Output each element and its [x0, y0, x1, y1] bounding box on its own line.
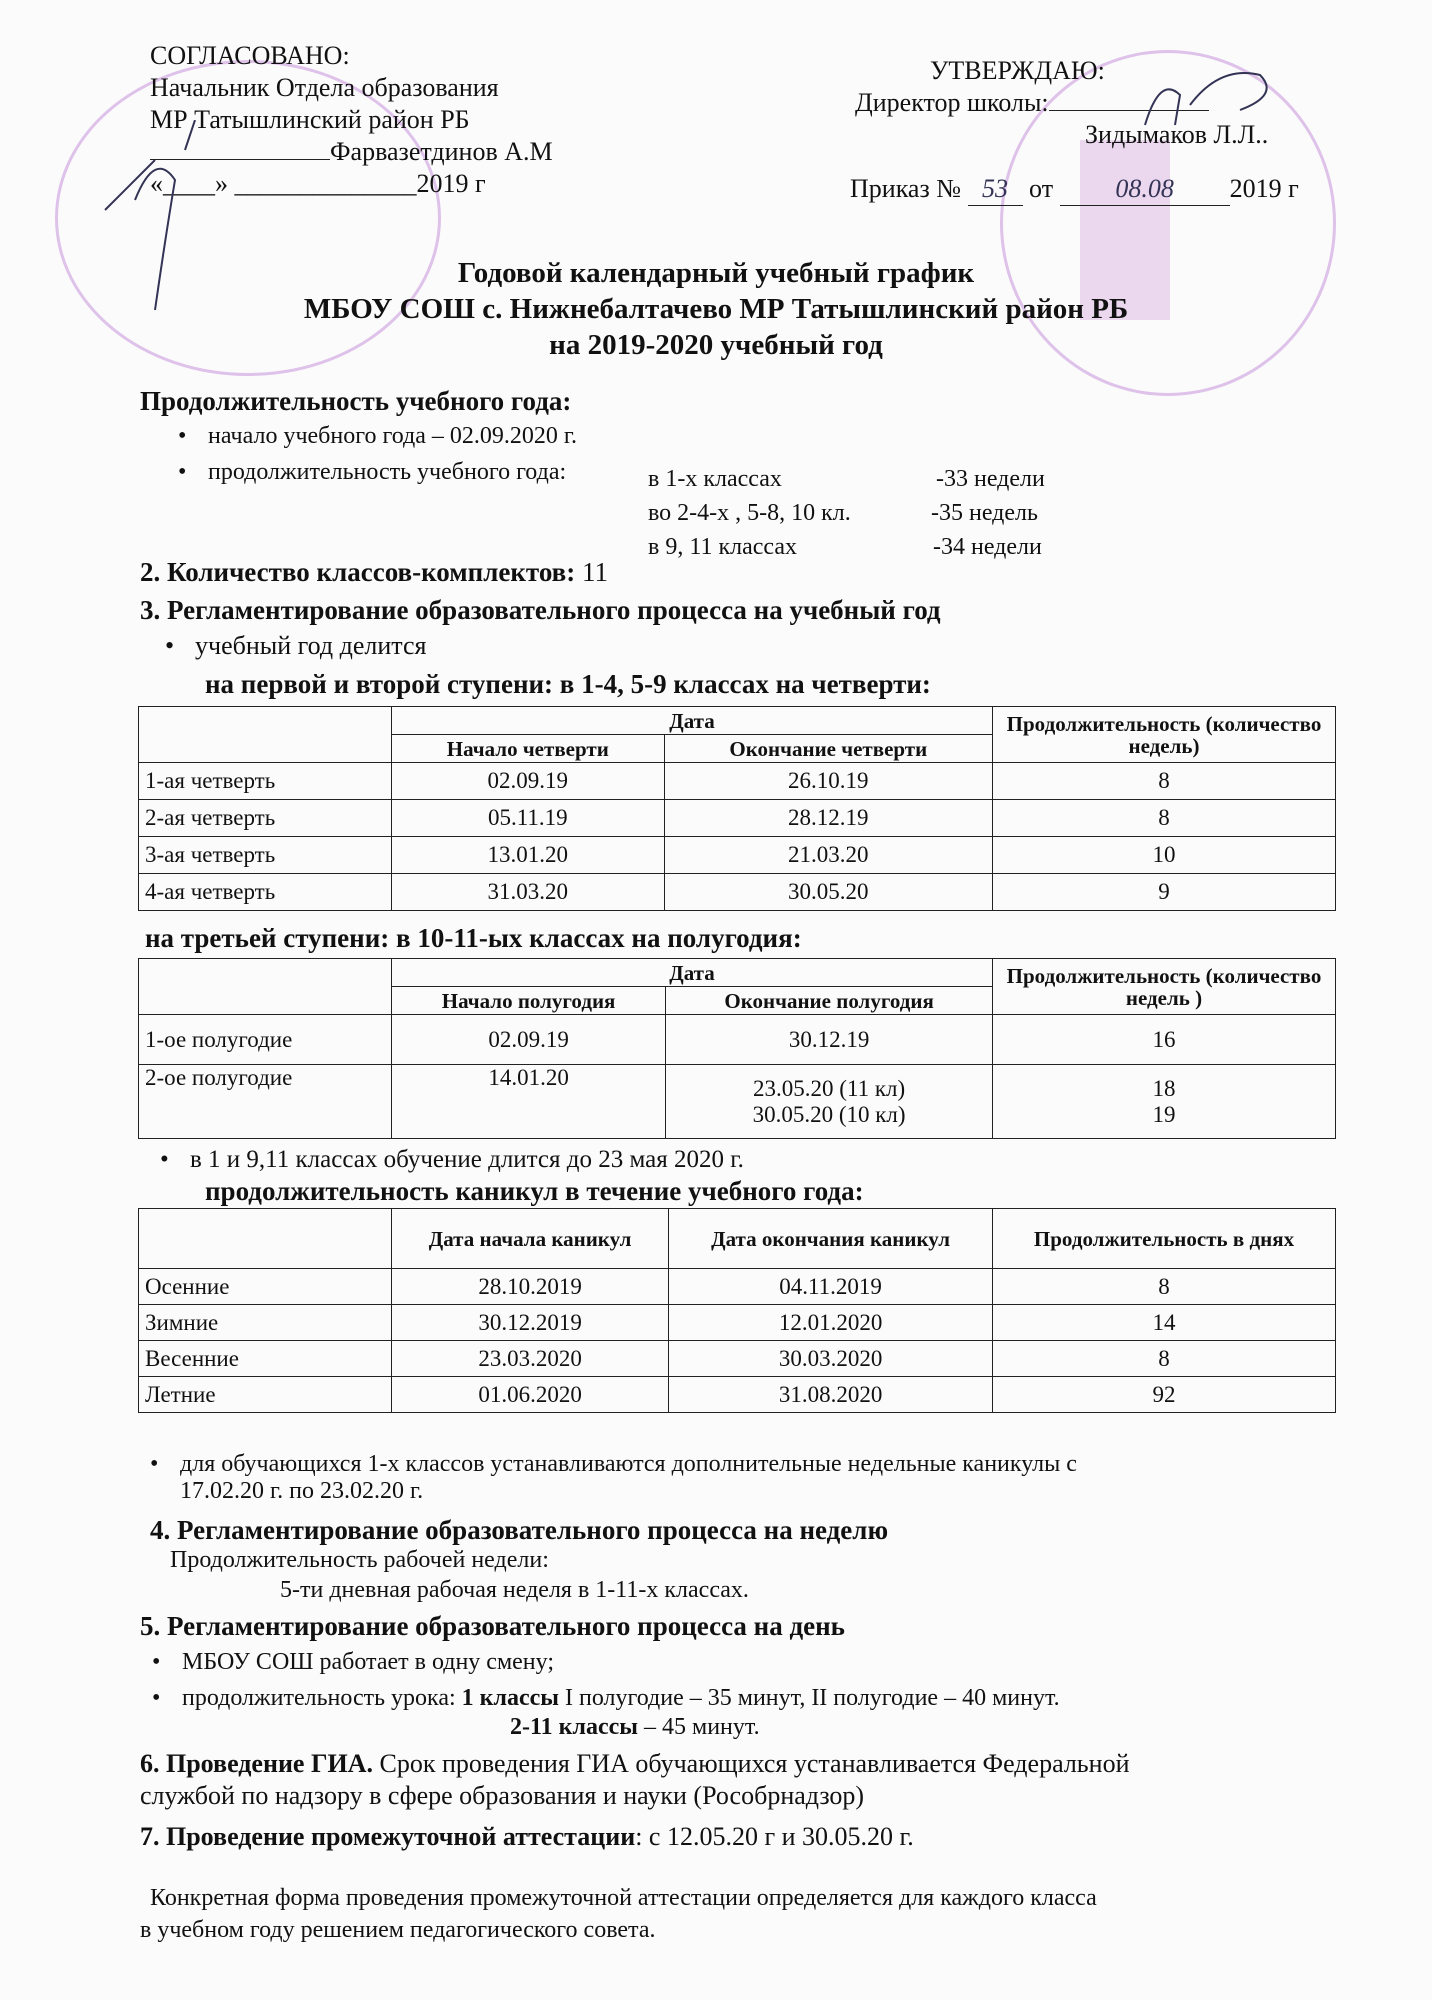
table-cell: 12.01.2020 — [669, 1305, 993, 1341]
table-cell: 10 — [993, 837, 1336, 874]
table-cell: 02.09.19 — [392, 1015, 666, 1065]
order-from: от — [1029, 174, 1054, 203]
table-cell: 1-ое полугодие — [139, 1015, 392, 1065]
holidays-subheading: продолжительность каникул в течение учебного года: — [205, 1176, 864, 1206]
classes: в 9, 11 классах — [648, 534, 797, 560]
approved-position: Директор школы: — [855, 88, 1049, 117]
gia-text: Срок проведения ГИА обучающихся устанавливается Федеральной — [373, 1749, 1130, 1778]
extra-holidays-note: • для обучающихся 1-х классов устанавливаются дополнительные недельные каникулы с — [180, 1450, 1077, 1478]
section-4-heading: 4. Регламентирование образовательного процесса на неделю — [150, 1515, 889, 1545]
agreed-label: СОГЛАСОВАНО: — [150, 41, 350, 70]
footer-line: Конкретная форма проведения промежуточной аттестации определяется для каждого класса — [150, 1885, 1097, 1911]
table-cell: Зимние — [139, 1305, 392, 1341]
quarters-table — [138, 706, 1336, 911]
attestation-dates: : с 12.05.20 г и 30.05.20 г. — [635, 1822, 914, 1851]
section-6 — [140, 1748, 1130, 1812]
table-row — [139, 800, 1336, 837]
table-row — [139, 1341, 1336, 1377]
halves-subheading: на третьей ступени: в 10-11-ых классах на полугодия: — [145, 923, 802, 953]
th-end: Дата окончания каникул — [669, 1209, 993, 1269]
halves-table — [138, 958, 1336, 1139]
table-cell: 2-ая четверть — [139, 800, 392, 837]
title-line: Годовой календарный учебный график — [457, 257, 975, 289]
grade-1-label: 1 классы — [461, 1685, 559, 1711]
th-duration: Продолжительность в днях — [993, 1209, 1336, 1269]
table-cell: 8 — [993, 1269, 1336, 1305]
table-cell: 31.03.20 — [392, 874, 665, 911]
approved-label: УТВЕРЖДАЮ: — [930, 56, 1105, 85]
order-label: Приказ № — [850, 174, 962, 203]
weeks: -35 недель — [931, 500, 1038, 526]
year-division: • учебный год делится — [195, 632, 426, 660]
agreed-name: Фарвазетдинов А.М — [330, 137, 553, 166]
table-row — [139, 1269, 1336, 1305]
section-2-heading: 2. Количество классов-комплектов: — [140, 557, 576, 587]
table-cell: 1-ая четверть — [139, 763, 392, 800]
footer-note — [140, 1882, 1097, 1946]
table-cell: 01.06.2020 — [392, 1377, 669, 1413]
table-row — [139, 1377, 1336, 1413]
year-start: • начало учебного года – 02.09.2020 г. — [208, 422, 577, 450]
footer-line: в учебном году решением педагогического совета. — [140, 1917, 656, 1943]
week-duration-value: 5-ти дневная рабочая неделя в 1-11-х классах. — [280, 1577, 749, 1603]
shift-note: • МБОУ СОШ работает в одну смену; — [182, 1648, 554, 1676]
grade-2-11-duration: – 45 минут. — [638, 1714, 760, 1740]
table-cell: 14.01.20 — [392, 1065, 666, 1139]
table-cell: 05.11.19 — [392, 800, 665, 837]
table-cell: 2-ое полугодие — [139, 1065, 392, 1139]
table-row — [139, 1015, 1336, 1065]
table-cell: 04.11.2019 — [669, 1269, 993, 1305]
class-count: 11 — [581, 557, 608, 587]
th-date: Дата — [392, 959, 993, 987]
end-date-note: • в 1 и 9,11 классах обучение длится до 23 мая 2020 г. — [190, 1146, 744, 1174]
table-cell: 4-ая четверть — [139, 874, 392, 911]
table-cell: 14 — [993, 1305, 1336, 1341]
section-3-heading: 3. Регламентирование образовательного процесса на учебный год — [140, 595, 941, 625]
grade-1-duration: I полугодие – 35 минут, II полугодие – 40 минут. — [559, 1685, 1060, 1711]
duration-list — [648, 462, 1045, 564]
agreed-date: «____» ______________2019 г — [150, 169, 486, 198]
table-cell: 19 — [1152, 1101, 1176, 1127]
weeks: -34 недели — [933, 534, 1042, 560]
signature-right — [1140, 65, 1290, 135]
table-row — [139, 837, 1336, 874]
table-row — [139, 763, 1336, 800]
grade-2-11-label: 2-11 классы — [510, 1714, 639, 1740]
table-cell: 30.05.20 — [664, 874, 992, 911]
section-6-heading: 6. Проведение ГИА. — [140, 1749, 374, 1778]
quarters-subheading: на первой и второй ступени: в 1-4, 5-9 классах на четверти: — [205, 669, 931, 699]
table-cell: 28.12.19 — [664, 800, 992, 837]
table-cell: 92 — [993, 1377, 1336, 1413]
title-line: на 2019-2020 учебный год — [549, 329, 883, 361]
table-cell: 8 — [993, 800, 1336, 837]
table-cell: 28.10.2019 — [392, 1269, 669, 1305]
table-cell: 31.08.2020 — [669, 1377, 993, 1413]
extra-holidays-dates: 17.02.20 г. по 23.02.20 г. — [180, 1478, 424, 1504]
title-line: МБОУ СОШ с. Нижнебалтачево МР Татышлинский район РБ — [303, 293, 1129, 325]
section-7 — [140, 1822, 914, 1852]
th-start: Дата начала каникул — [392, 1209, 669, 1269]
th-date: Дата — [392, 707, 993, 735]
order-number: 53 — [968, 173, 1023, 206]
section-7-heading: 7. Проведение промежуточной аттестации — [140, 1822, 636, 1851]
order-date: 08.08 — [1060, 173, 1230, 206]
table-cell: 16 — [993, 1015, 1336, 1065]
table-cell: 18 — [1152, 1075, 1176, 1101]
th-duration: Продолжительность (количество недель ) — [993, 959, 1336, 1015]
table-cell: 23.03.2020 — [392, 1341, 669, 1377]
table-cell: 3-ая четверть — [139, 837, 392, 874]
table-cell: 8 — [993, 763, 1336, 800]
week-duration-label: Продолжительность рабочей недели: — [170, 1547, 549, 1573]
table-cell: 21.03.20 — [664, 837, 992, 874]
classes: в 1-х классах — [648, 466, 782, 492]
table-row — [139, 874, 1336, 911]
table-cell: 23.05.20 (11 кл) — [753, 1075, 906, 1101]
table-cell: 8 — [993, 1341, 1336, 1377]
table-cell: 02.09.19 — [392, 763, 665, 800]
table-cell: Осенние — [139, 1269, 392, 1305]
th-end: Окончание четверти — [664, 735, 992, 763]
weeks: -33 недели — [936, 466, 1045, 492]
gia-text: службой по надзору в сфере образования и науки (Рособрнадзор) — [140, 1781, 865, 1810]
table-row — [139, 1305, 1336, 1341]
approved-name: Зидымаков Л.Л.. — [1085, 120, 1269, 149]
th-duration: Продолжительность (количество недель) — [993, 707, 1336, 763]
order-year: 2019 г — [1229, 174, 1299, 203]
agreed-district: МР Татышлинский район РБ — [150, 105, 470, 134]
table-row — [139, 1065, 1336, 1139]
table-cell: 9 — [993, 874, 1336, 911]
table-cell: 30.12.2019 — [392, 1305, 669, 1341]
th-start: Начало полугодия — [392, 987, 666, 1015]
lesson-duration-label: продолжительность урока: — [182, 1685, 456, 1711]
table-cell: 26.10.19 — [664, 763, 992, 800]
table-cell: 30.12.19 — [666, 1015, 993, 1065]
table-cell: 30.03.2020 — [669, 1341, 993, 1377]
section-1-heading: Продолжительность учебного года: — [140, 386, 572, 416]
table-cell: Весенние — [139, 1341, 392, 1377]
table-cell: 13.01.20 — [392, 837, 665, 874]
holidays-table — [138, 1208, 1336, 1413]
document-title — [0, 255, 1432, 363]
duration-label: • продолжительность учебного года: — [208, 458, 566, 486]
section-5-heading: 5. Регламентирование образовательного процесса на день — [140, 1611, 845, 1641]
agreed-position: Начальник Отдела образования — [150, 73, 499, 102]
table-cell: 30.05.20 (10 кл) — [752, 1101, 906, 1127]
classes: во 2-4-х , 5-8, 10 кл. — [648, 500, 851, 526]
table-cell: Летние — [139, 1377, 392, 1413]
th-end: Окончание полугодия — [666, 987, 993, 1015]
th-start: Начало четверти — [392, 735, 665, 763]
